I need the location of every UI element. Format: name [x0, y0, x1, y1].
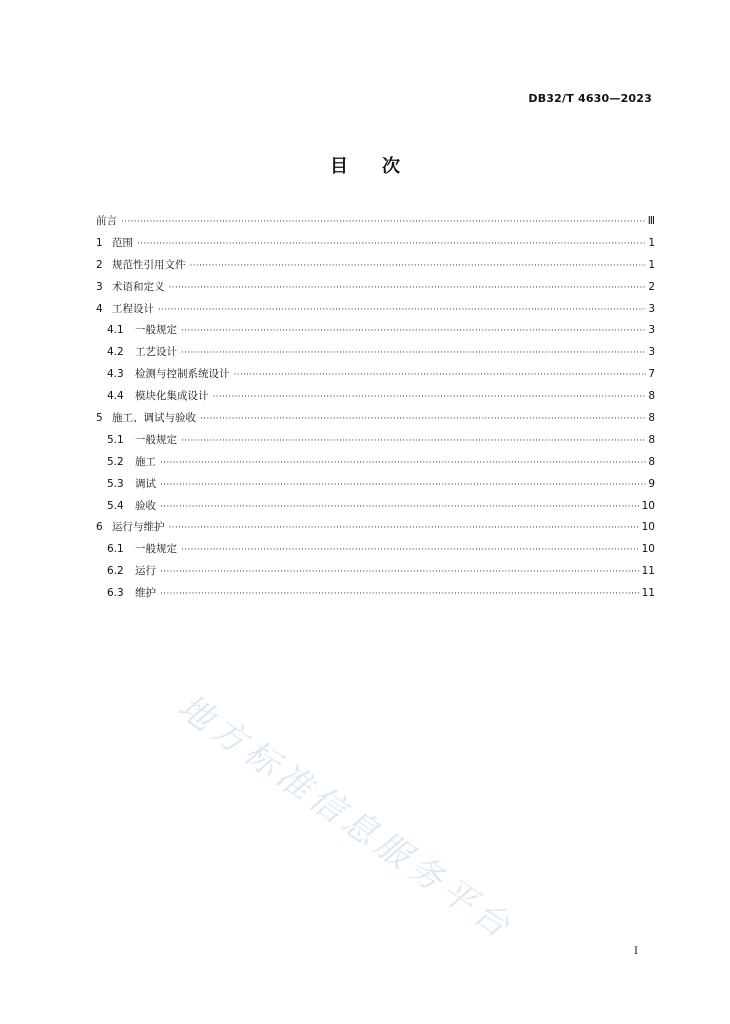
toc-entry-number: 5	[96, 412, 103, 425]
toc-leader-dots	[169, 523, 640, 533]
toc-entry-number: 5.1	[107, 433, 124, 446]
watermark: 地方标准信息服务平台	[170, 686, 522, 949]
toc-entry-number: 6.3	[107, 587, 124, 600]
toc-entry[interactable]	[96, 279, 655, 301]
toc-entry-page: 8	[648, 412, 655, 425]
toc-entry-label: 施工	[135, 455, 156, 468]
toc-entry[interactable]	[96, 563, 655, 585]
toc-entry-number: 5.2	[107, 455, 124, 468]
toc-entry-number: 6	[96, 521, 103, 534]
toc-entry[interactable]	[96, 410, 655, 432]
toc-entry-label: 术语和定义	[112, 280, 165, 293]
toc-entry-page: 11	[641, 565, 655, 578]
toc-leader-dots	[158, 305, 646, 315]
toc-entry-label: 调试	[135, 477, 156, 490]
toc-entry-label: 运行与维护	[112, 521, 165, 534]
toc-entry-label: 施工、调试与验收	[112, 412, 196, 425]
toc-leader-dots	[160, 567, 640, 577]
toc-entry-label: 工艺设计	[135, 346, 177, 359]
toc-entry-page: 3	[648, 324, 655, 337]
toc-leader-dots	[190, 261, 647, 271]
toc-entry-number: 4	[96, 302, 103, 315]
toc-entry-page: 10	[641, 543, 655, 556]
toc-entry-number: 5.4	[107, 499, 124, 512]
toc-entry-label: 模块化集成设计	[135, 390, 209, 403]
toc-entry-page: 7	[648, 368, 655, 381]
toc-entry-page: 3	[648, 302, 655, 315]
toc-entry-label: 一般规定	[135, 543, 177, 556]
toc-entry-number: 4.1	[107, 324, 124, 337]
toc-entry-page: 8	[648, 433, 655, 446]
toc-entry[interactable]	[96, 257, 655, 279]
toc-leader-dots	[181, 436, 646, 446]
toc-entry-page: 8	[648, 390, 655, 403]
toc-leader-dots	[121, 217, 646, 227]
toc-entry-page: 11	[641, 587, 655, 600]
toc-entry-page: 3	[648, 346, 655, 359]
toc-entry-page: 2	[648, 280, 655, 293]
toc-leader-dots	[181, 348, 646, 358]
toc-entry-label: 运行	[135, 565, 156, 578]
toc-entry-page: 8	[648, 455, 655, 468]
toc-entry-number: 6.1	[107, 543, 124, 556]
toc-leader-dots	[160, 502, 640, 512]
toc-leader-dots	[213, 392, 647, 402]
table-of-contents	[96, 213, 655, 607]
toc-entry-page: Ⅲ	[647, 215, 655, 227]
toc-entry[interactable]	[96, 519, 655, 541]
toc-entry[interactable]	[96, 585, 655, 607]
toc-leader-dots	[181, 326, 646, 336]
toc-entry[interactable]	[96, 235, 655, 257]
toc-entry-label: 前言	[96, 215, 117, 227]
toc-entry[interactable]	[96, 454, 655, 476]
toc-entry[interactable]	[96, 541, 655, 563]
toc-entry-number: 1	[96, 236, 103, 249]
toc-entry-number: 6.2	[107, 565, 124, 578]
toc-entry[interactable]	[96, 344, 655, 366]
toc-entry[interactable]	[96, 476, 655, 498]
toc-entry-number: 5.3	[107, 477, 124, 490]
toc-entry[interactable]	[96, 301, 655, 323]
toc-entry-number: 2	[96, 258, 103, 271]
toc-entry-label: 检测与控制系统设计	[135, 368, 230, 381]
toc-leader-dots	[160, 589, 640, 599]
toc-entry-label: 工程设计	[112, 302, 154, 315]
toc-entry[interactable]	[96, 366, 655, 388]
toc-entry-label: 维护	[135, 587, 156, 600]
toc-title: 目次	[330, 156, 434, 177]
document-code: DB32/T 4630—2023	[528, 92, 652, 105]
toc-entry[interactable]	[96, 388, 655, 410]
toc-leader-dots	[169, 283, 647, 293]
toc-entry-label: 一般规定	[135, 324, 177, 337]
page-number: I	[634, 946, 638, 957]
toc-entry-page: 9	[648, 477, 655, 490]
toc-entry-number: 4.2	[107, 346, 124, 359]
toc-entry-number: 3	[96, 280, 103, 293]
toc-leader-dots	[234, 370, 647, 380]
toc-entry-page: 10	[641, 521, 655, 534]
toc-entry-page: 1	[648, 236, 655, 249]
toc-entry[interactable]	[96, 322, 655, 344]
toc-entry-page: 10	[641, 499, 655, 512]
toc-entry-label: 范围	[112, 236, 133, 249]
toc-entry[interactable]	[96, 213, 655, 235]
toc-leader-dots	[160, 480, 646, 490]
toc-leader-dots	[200, 414, 646, 424]
toc-leader-dots	[137, 239, 646, 249]
toc-entry-label: 验收	[135, 499, 156, 512]
toc-entry-number: 4.4	[107, 390, 124, 403]
toc-entry-label: 规范性引用文件	[112, 258, 186, 271]
toc-entry-label: 一般规定	[135, 433, 177, 446]
toc-entry-page: 1	[648, 258, 655, 271]
toc-entry[interactable]	[96, 432, 655, 454]
toc-leader-dots	[181, 545, 640, 555]
toc-leader-dots	[160, 458, 646, 468]
toc-entry[interactable]	[96, 498, 655, 520]
toc-entry-number: 4.3	[107, 368, 124, 381]
